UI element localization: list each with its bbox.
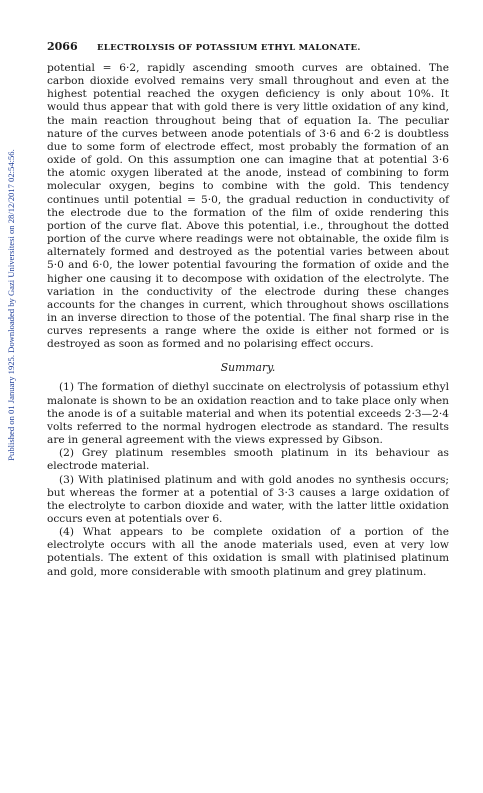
summary-item-4: (4) What appears to be complete oxidation of a portion of the electrolyte occurs with all the anode materials used, even at very low potentials. The extent of this oxidation is small with platinised platinum and gold, more considerable with smooth platinum and grey platinum. xyxy=(47,526,449,578)
summary-item-3: (3) With platinised platinum and with gold anodes no synthesis occurs; but whereas the former at a potential of 3·3 causes a large oxidation of the electrolyte to carbon dioxide and water, with the latter little oxidation occurs even at potentials over 6. xyxy=(47,473,449,525)
summary-heading: Summary. xyxy=(220,361,276,375)
page-number: 2066 xyxy=(47,40,78,53)
download-notice xyxy=(4,95,18,515)
download-notice-text: Published on 01 January 1925. Downloaded by Gazi Universitesi on 28/12/2017 02:54:56. xyxy=(6,149,16,461)
page xyxy=(47,40,449,579)
summary-item-1: (1) The formation of diethyl succinate on electrolysis of potassium ethyl malonate is shown to be an oxidation reaction and to take place only when the anode is of a suitable material and when its potential exceeds 2·3—2·4 volts referred to the normal hydrogen electrode as standard. The results are in general agreement with the views expressed by Gibson. xyxy=(47,381,449,447)
body-paragraph: potential = 6·2, rapidly ascending smooth curves are obtained. The carbon dioxide evolved remains very small throughout and even at the highest potential reached the oxygen deficiency is only about 10%. It would thus appear that with gold there is very little oxidation of any kind, the main reaction throughout being that of equation Ia. The peculiar nature of the curves between anode potentials of 3·6 and 6·2 is doubtless due to some form of electrode effect, most probably the formation of an oxide of gold. On this assumption one can imagine that at potential 3·6 the atomic oxygen liberated at the anode, instead of combining to form molecular oxygen, begins to combine with the gold. This tendency continues until potential = 5·0, the gradual reduction in conductivity of the electrode due to the formation of the film of oxide rendering this portion of the curve flat. Above this potential, i.e., throughout the dotted portion of the curve where readings were not obtainable, the oxide film is alternately formed and destroyed as the potential varies between about 5·0 and 6·0, the lower potential favouring the formation of oxide and the higher one causing it to decompose with oxidation of the electrolyte. The variation in the conductivity of the electrode during these changes accounts for the changes in current, which throughout shows oscillations in an inverse direction to those of the potential. The final sharp rise in the curves represents a range where the oxide is either not formed or is destroyed as soon as formed and no polarising effect occurs. xyxy=(47,62,449,351)
page-header xyxy=(47,40,449,53)
running-head: ELECTROLYSIS OF POTASSIUM ETHYL MALONATE. xyxy=(97,43,361,53)
summary-item-2: (2) Grey platinum resembles smooth platinum in its behaviour as electrode material. xyxy=(47,447,449,473)
